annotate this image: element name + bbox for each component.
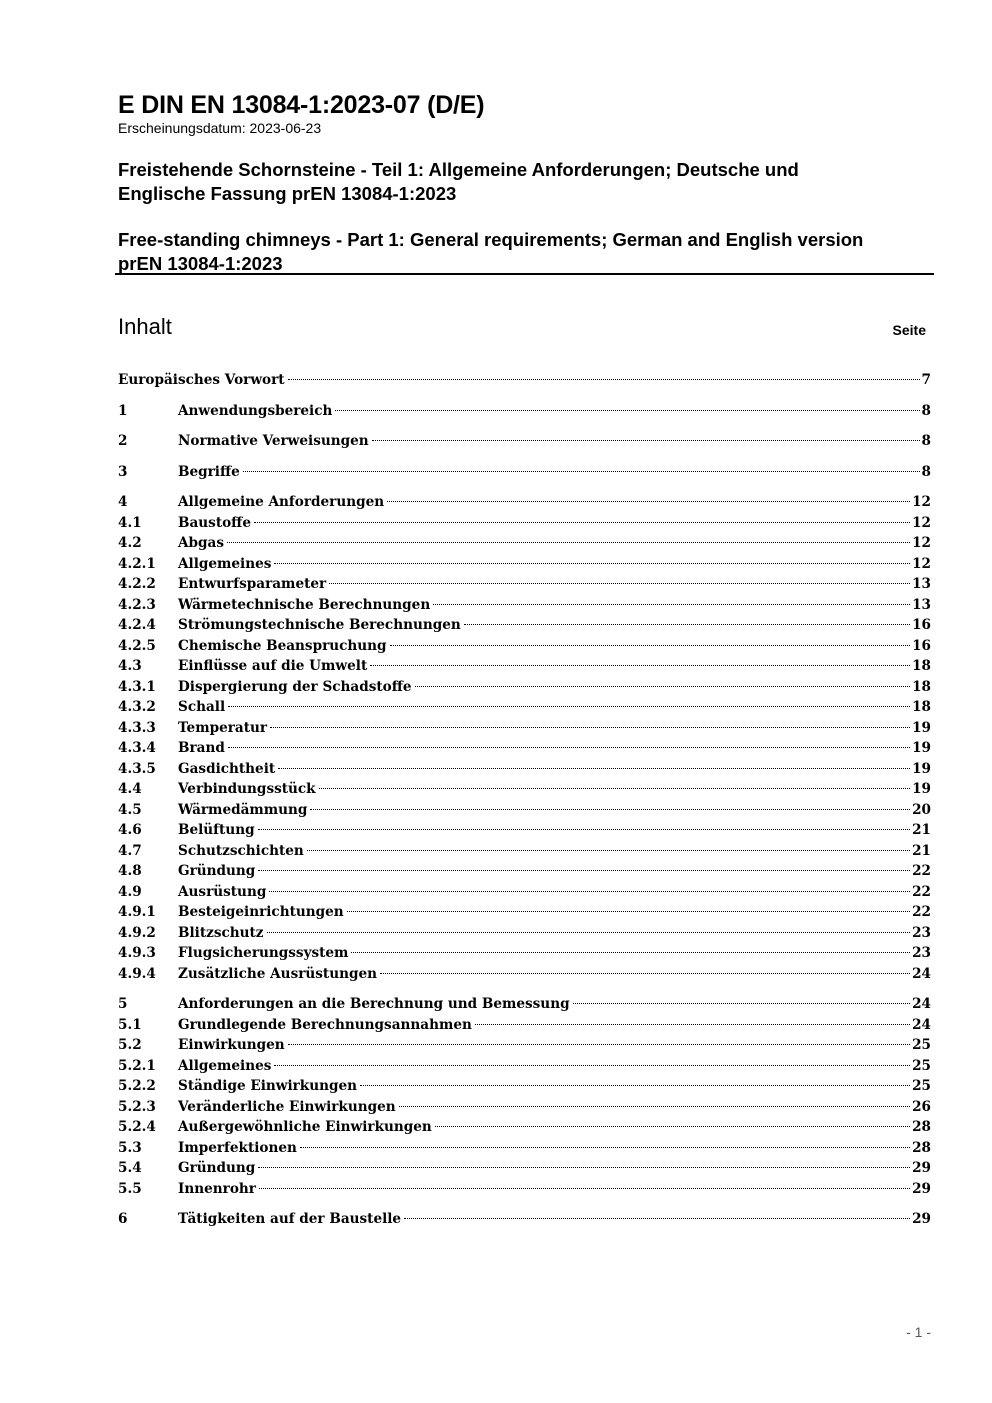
toc-entry[interactable] [118, 943, 931, 964]
toc-entry[interactable] [118, 1097, 931, 1118]
toc-entry-page: 12 [912, 494, 931, 510]
toc-entry-label: Verbindungsstück [178, 781, 316, 797]
toc-entry-page: 23 [912, 924, 931, 941]
toc-dot-leader [258, 829, 910, 830]
toc-dot-leader [573, 1003, 910, 1004]
toc-entry-label: Anwendungsbereich [178, 402, 333, 419]
toc-entry[interactable] [118, 554, 931, 575]
toc-entry-label: Flugsicherungssystem [178, 945, 349, 961]
toc-entry[interactable] [118, 431, 931, 452]
toc-entry-page: 7 [921, 372, 931, 388]
toc-entry[interactable] [118, 1015, 931, 1036]
toc-dot-leader [228, 747, 910, 748]
toc-entry-label: Einwirkungen [178, 1037, 285, 1053]
toc-entry-label: Begriffe [178, 463, 240, 480]
toc-dot-leader [399, 1106, 910, 1107]
toc-dot-leader [227, 542, 910, 543]
toc-entry[interactable] [118, 902, 931, 923]
toc-entry-label: Gründung [178, 863, 256, 879]
toc-entry-label: Gasdichtheit [178, 760, 276, 777]
toc-entry-number: 5.3 [118, 1139, 142, 1156]
toc-dot-leader [288, 379, 920, 380]
toc-entry-page: 13 [912, 576, 931, 592]
toc-entry[interactable] [118, 656, 931, 677]
toc-page-heading: Seite [892, 322, 926, 338]
toc-dot-leader [404, 1218, 910, 1219]
toc-entry-number: 4.2 [118, 535, 142, 551]
toc-dot-leader [259, 1188, 910, 1189]
toc-entry[interactable] [118, 841, 931, 862]
toc-entry-label: Abgas [178, 535, 225, 551]
toc-entry-page: 24 [912, 996, 931, 1012]
toc-dot-leader [319, 788, 910, 789]
toc-entry-label: Grundlegende Berechnungsannahmen [178, 1016, 472, 1033]
toc-entry[interactable] [118, 513, 931, 534]
title-german-line-2: Englische Fassung prEN 13084-1:2023 [118, 182, 457, 204]
toc-entry[interactable] [118, 923, 931, 944]
toc-entry[interactable] [118, 1056, 931, 1077]
toc-entry[interactable] [118, 800, 931, 821]
toc-dot-leader [258, 870, 910, 871]
toc-dot-leader [387, 501, 910, 502]
toc-entry-label: Schall [178, 699, 226, 715]
toc-entry-page: 8 [921, 463, 931, 480]
toc-entry-page: 21 [912, 822, 931, 838]
toc-entry[interactable] [118, 820, 931, 841]
toc-entry-number: 4.3 [118, 658, 142, 674]
toc-entry-page: 22 [912, 904, 931, 920]
toc-dot-leader [228, 706, 910, 707]
toc-entry-label: Temperatur [178, 719, 268, 736]
toc-entry-number: 4.1 [118, 514, 142, 531]
toc-entry-label: Allgemeine Anforderungen [178, 494, 385, 510]
toc-entry-page: 13 [912, 596, 931, 613]
toc-entry-number: 5 [118, 996, 128, 1012]
toc-dot-leader [267, 932, 911, 933]
toc-entry-number: 4.3.2 [118, 699, 156, 715]
toc-entry-label: Entwurfsparameter [178, 576, 327, 592]
toc-entry[interactable] [118, 370, 931, 391]
toc-entry[interactable] [118, 462, 931, 483]
title-english [118, 228, 933, 275]
toc-entry[interactable] [118, 677, 931, 698]
toc-entry-label: Einflüsse auf die Umwelt [178, 658, 368, 674]
toc-entry-page: 23 [912, 945, 931, 961]
toc-entry-number: 5.5 [118, 1180, 142, 1197]
toc-dot-leader [243, 471, 920, 472]
toc-entry-number: 4.8 [118, 863, 142, 879]
toc-dot-leader [415, 686, 911, 687]
table-of-contents [118, 370, 931, 1230]
toc-entry-page: 29 [912, 1180, 931, 1197]
toc-entry-page: 22 [912, 863, 931, 879]
toc-entry-label: Allgemeines [178, 1057, 272, 1074]
toc-entry-page: 19 [912, 719, 931, 736]
toc-entry-label: Chemische Beanspruchung [178, 637, 387, 654]
toc-entry-page: 25 [912, 1057, 931, 1074]
toc-entry-page: 20 [912, 801, 931, 818]
toc-dot-leader [274, 563, 910, 564]
toc-entry[interactable] [118, 994, 931, 1015]
toc-entry-page: 18 [912, 658, 931, 674]
toc-entry[interactable] [118, 738, 931, 759]
toc-entry[interactable] [118, 574, 931, 595]
toc-entry-number: 5.4 [118, 1160, 142, 1176]
toc-dot-leader [274, 1065, 910, 1066]
toc-entry-label: Anforderungen an die Berechnung und Bemessung [178, 996, 570, 1012]
toc-entry-number: 3 [118, 463, 128, 480]
toc-entry-page: 12 [912, 535, 931, 551]
toc-entry-number: 4.2.4 [118, 617, 156, 633]
toc-entry[interactable] [118, 779, 931, 800]
publication-date: Erscheinungsdatum: 2023-06-23 [118, 120, 322, 136]
toc-entry-label: Zusätzliche Ausrüstungen [178, 965, 378, 982]
toc-entry[interactable] [118, 1117, 931, 1138]
toc-entry-number: 5.2.2 [118, 1078, 156, 1094]
toc-entry[interactable] [118, 636, 931, 657]
toc-entry-page: 12 [912, 514, 931, 531]
toc-dot-leader [335, 410, 919, 411]
toc-entry-label: Allgemeines [178, 555, 272, 572]
toc-entry-page: 28 [912, 1119, 931, 1135]
toc-entry[interactable] [118, 1209, 931, 1230]
toc-entry-number: 4.5 [118, 801, 142, 818]
toc-entry[interactable] [118, 1076, 931, 1097]
toc-entry[interactable] [118, 718, 931, 739]
toc-entry-number: 6 [118, 1211, 128, 1227]
toc-entry-label: Gründung [178, 1160, 256, 1176]
toc-entry-label: Europäisches Vorwort [118, 372, 285, 388]
toc-entry-page: 19 [912, 760, 931, 777]
toc-entry-page: 28 [912, 1139, 931, 1156]
toc-entry-number: 4.2.2 [118, 576, 156, 592]
toc-entry[interactable] [118, 759, 931, 780]
title-english-line-2: prEN 13084-1:2023 [118, 252, 283, 274]
toc-dot-leader [300, 1147, 910, 1148]
toc-entry-number: 1 [118, 402, 128, 419]
toc-entry-page: 21 [912, 842, 931, 859]
toc-entry-number: 4.2.5 [118, 637, 156, 654]
toc-entry-label: Normative Verweisungen [178, 433, 369, 449]
toc-entry-page: 24 [912, 1016, 931, 1033]
toc-entry[interactable] [118, 697, 931, 718]
toc-entry-label: Ausrüstung [178, 883, 267, 900]
toc-entry[interactable] [118, 1158, 931, 1179]
toc-entry-page: 16 [912, 637, 931, 654]
toc-entry-label: Dispergierung der Schadstoffe [178, 678, 412, 695]
toc-entry-number: 2 [118, 433, 128, 449]
toc-entry-number: 4 [118, 494, 128, 510]
toc-dot-leader [390, 645, 911, 646]
toc-dot-leader [310, 809, 910, 810]
toc-heading-row [118, 314, 926, 344]
toc-entry-number: 4.3.3 [118, 719, 156, 736]
toc-entry-number: 4.3.5 [118, 760, 156, 777]
toc-entry[interactable] [118, 1179, 931, 1200]
toc-entry-page: 25 [912, 1078, 931, 1094]
toc-entry-label: Belüftung [178, 822, 255, 838]
toc-entry-number: 5.2.3 [118, 1098, 156, 1115]
toc-entry[interactable] [118, 615, 931, 636]
toc-entry-label: Wärmedämmung [178, 801, 308, 818]
toc-entry-page: 22 [912, 883, 931, 900]
toc-dot-leader [254, 522, 910, 523]
toc-dot-leader [380, 973, 910, 974]
toc-entry-label: Baustoffe [178, 514, 251, 531]
toc-entry-page: 26 [912, 1098, 931, 1115]
toc-entry-page: 8 [921, 433, 931, 449]
toc-dot-leader [258, 1167, 910, 1168]
toc-entry-page: 16 [912, 617, 931, 633]
toc-entry-number: 5.2.1 [118, 1057, 156, 1074]
toc-entry-number: 4.3.4 [118, 740, 156, 756]
toc-entry-page: 29 [912, 1211, 931, 1227]
toc-entry-label: Tätigkeiten auf der Baustelle [178, 1211, 402, 1227]
toc-entry-page: 18 [912, 678, 931, 695]
toc-entry-label: Blitzschutz [178, 924, 264, 941]
toc-entry-page: 19 [912, 781, 931, 797]
title-german [118, 158, 933, 205]
toc-entry-label: Besteigeinrichtungen [178, 904, 344, 920]
toc-entry-number: 4.4 [118, 781, 142, 797]
toc-entry-number: 4.9.2 [118, 924, 156, 941]
toc-entry-label: Veränderliche Einwirkungen [178, 1098, 396, 1115]
toc-entry-label: Ständige Einwirkungen [178, 1078, 358, 1094]
toc-entry-page: 18 [912, 699, 931, 715]
toc-entry-number: 4.9 [118, 883, 142, 900]
page-number: - 1 - [906, 1324, 931, 1340]
toc-entry-number: 5.1 [118, 1016, 142, 1033]
toc-dot-leader [370, 665, 910, 666]
toc-entry[interactable] [118, 533, 931, 554]
toc-entry-label: Innenrohr [178, 1180, 256, 1197]
toc-entry[interactable] [118, 1035, 931, 1056]
toc-entry-page: 29 [912, 1160, 931, 1176]
toc-entry-label: Wärmetechnische Berechnungen [178, 596, 431, 613]
toc-entry-number: 4.9.3 [118, 945, 156, 961]
toc-dot-leader [435, 1126, 910, 1127]
toc-entry[interactable] [118, 861, 931, 882]
toc-entry-number: 4.2.1 [118, 555, 156, 572]
document-header [118, 90, 933, 275]
toc-dot-leader [329, 583, 910, 584]
toc-entry-number: 4.2.3 [118, 596, 156, 613]
toc-entry[interactable] [118, 882, 931, 903]
toc-dot-leader [351, 952, 910, 953]
document-id: E DIN EN 13084-1:2023-07 (D/E) [118, 91, 485, 119]
toc-entry-number: 4.3.1 [118, 678, 156, 695]
toc-entry-number: 4.9.4 [118, 965, 156, 982]
toc-entry[interactable] [118, 595, 931, 616]
toc-dot-leader [269, 891, 910, 892]
toc-entry[interactable] [118, 1138, 931, 1159]
toc-dot-leader [433, 604, 910, 605]
toc-heading: Inhalt [118, 314, 172, 339]
toc-entry-number: 4.6 [118, 822, 142, 838]
title-english-line-1: Free-standing chimneys - Part 1: General requirements; German and English version [118, 229, 864, 250]
toc-entry-page: 19 [912, 740, 931, 756]
toc-entry-number: 5.2.4 [118, 1119, 156, 1135]
toc-entry-label: Außergewöhnliche Einwirkungen [178, 1119, 432, 1135]
toc-entry-label: Strömungstechnische Berechnungen [178, 617, 461, 633]
toc-entry-number: 4.9.1 [118, 904, 156, 920]
toc-entry-number: 4.7 [118, 842, 142, 859]
toc-entry-page: 12 [912, 555, 931, 572]
toc-dot-leader [372, 440, 920, 441]
toc-entry[interactable] [118, 964, 931, 985]
toc-dot-leader [347, 911, 910, 912]
toc-entry-label: Imperfektionen [178, 1139, 297, 1156]
title-german-line-1: Freistehende Schornsteine - Teil 1: Allgemeine Anforderungen; Deutsche und [118, 159, 799, 180]
toc-dot-leader [475, 1024, 910, 1025]
toc-entry-label: Brand [178, 740, 225, 756]
toc-dot-leader [307, 850, 910, 851]
toc-entry-number: 5.2 [118, 1037, 142, 1053]
toc-dot-leader [278, 768, 910, 769]
toc-entry[interactable] [118, 492, 931, 513]
toc-dot-leader [360, 1085, 910, 1086]
toc-entry[interactable] [118, 401, 931, 422]
header-divider [115, 273, 934, 275]
toc-dot-leader [464, 624, 910, 625]
toc-entry-page: 24 [912, 965, 931, 982]
toc-entry-page: 25 [912, 1037, 931, 1053]
toc-entry-label: Schutzschichten [178, 842, 304, 859]
toc-entry-page: 8 [921, 402, 931, 419]
toc-dot-leader [270, 727, 910, 728]
toc-dot-leader [288, 1044, 910, 1045]
